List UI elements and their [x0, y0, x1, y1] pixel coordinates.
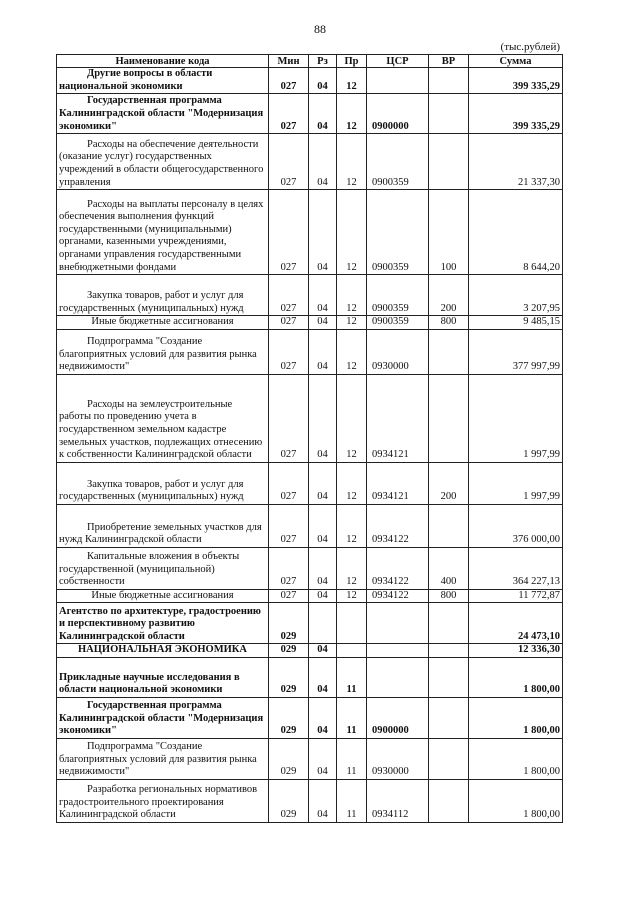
row-pr: 12 — [337, 589, 367, 603]
row-min: 027 — [269, 94, 309, 134]
header-min: Мин — [269, 55, 309, 68]
row-pr: 11 — [337, 657, 367, 697]
row-sum: 12 336,30 — [469, 644, 563, 658]
row-min: 027 — [269, 190, 309, 275]
row-vr — [429, 779, 469, 822]
row-pr — [337, 603, 367, 644]
row-csr: 0900000 — [367, 697, 429, 738]
row-sum: 1 997,99 — [469, 374, 563, 462]
budget-table — [56, 54, 563, 823]
row-name: Другие вопросы в области национальной экономики — [57, 68, 269, 94]
row-csr: 0900359 — [367, 134, 429, 190]
row-vr: 200 — [429, 462, 469, 504]
row-pr: 12 — [337, 316, 367, 330]
row-pr: 12 — [337, 504, 367, 547]
row-rz: 04 — [309, 697, 337, 738]
row-name: Прикладные научные исследования в области национальной экономики — [57, 657, 269, 697]
row-vr — [429, 697, 469, 738]
row-name: Разработка региональных нормативов градостроительного проектирования Калининградской области — [57, 779, 269, 822]
units-note: (тыс.рублей) — [500, 41, 560, 53]
row-sum: 21 337,30 — [469, 134, 563, 190]
row-pr — [337, 644, 367, 658]
row-rz: 04 — [309, 547, 337, 589]
header-pr: Пр — [337, 55, 367, 68]
row-csr: 0934122 — [367, 589, 429, 603]
row-name: Закупка товаров, работ и услуг для государственных (муниципальных) нужд — [57, 275, 269, 316]
row-vr: 800 — [429, 589, 469, 603]
row-vr: 100 — [429, 190, 469, 275]
row-name: Иные бюджетные ассигнования — [57, 589, 269, 603]
row-min: 027 — [269, 504, 309, 547]
row-rz — [309, 603, 337, 644]
row-rz: 04 — [309, 462, 337, 504]
row-sum: 8 644,20 — [469, 190, 563, 275]
row-rz: 04 — [309, 134, 337, 190]
table-row — [57, 657, 563, 697]
row-rz: 04 — [309, 329, 337, 374]
row-rz: 04 — [309, 316, 337, 330]
table-row — [57, 462, 563, 504]
row-sum: 1 800,00 — [469, 697, 563, 738]
row-min: 029 — [269, 697, 309, 738]
row-vr — [429, 657, 469, 697]
row-csr: 0934112 — [367, 779, 429, 822]
table-row — [57, 190, 563, 275]
row-sum: 3 207,95 — [469, 275, 563, 316]
row-min: 029 — [269, 779, 309, 822]
row-csr: 0900359 — [367, 275, 429, 316]
row-csr — [367, 644, 429, 658]
header-rz: Рз — [309, 55, 337, 68]
row-name: Государственная программа Калининградской области "Модернизация экономики" — [57, 94, 269, 134]
row-min: 027 — [269, 68, 309, 94]
header-vr: ВР — [429, 55, 469, 68]
row-csr: 0900359 — [367, 190, 429, 275]
table-row — [57, 374, 563, 462]
row-name: Подпрограмма "Создание благоприятных условий для развития рынка недвижимости" — [57, 738, 269, 779]
header-csr: ЦСР — [367, 55, 429, 68]
row-sum: 364 227,13 — [469, 547, 563, 589]
table-row — [57, 275, 563, 316]
row-vr: 800 — [429, 316, 469, 330]
row-vr — [429, 68, 469, 94]
table-row — [57, 329, 563, 374]
header-sum: Сумма — [469, 55, 563, 68]
table-row — [57, 697, 563, 738]
row-rz: 04 — [309, 190, 337, 275]
row-vr — [429, 603, 469, 644]
row-min: 027 — [269, 374, 309, 462]
row-sum: 11 772,87 — [469, 589, 563, 603]
table-row — [57, 504, 563, 547]
row-name: Государственная программа Калининградской области "Модернизация экономики" — [57, 697, 269, 738]
row-csr — [367, 603, 429, 644]
row-csr: 0934121 — [367, 374, 429, 462]
row-pr: 12 — [337, 547, 367, 589]
row-name: Расходы на землеустроительные работы по проведению учета в государственном земельном кадастре земельных участков, подлежащих отнесению к собственности Калининградской области — [57, 374, 269, 462]
row-pr: 12 — [337, 374, 367, 462]
row-vr: 400 — [429, 547, 469, 589]
row-min: 027 — [269, 316, 309, 330]
row-min: 027 — [269, 462, 309, 504]
row-sum: 1 800,00 — [469, 779, 563, 822]
row-min: 027 — [269, 275, 309, 316]
table-row — [57, 547, 563, 589]
row-name: Капитальные вложения в объекты государственной (муниципальной) собственности — [57, 547, 269, 589]
row-csr — [367, 68, 429, 94]
row-vr — [429, 329, 469, 374]
row-vr — [429, 94, 469, 134]
row-csr: 0934122 — [367, 547, 429, 589]
row-sum: 377 997,99 — [469, 329, 563, 374]
row-csr: 0900000 — [367, 94, 429, 134]
row-vr — [429, 504, 469, 547]
row-sum: 24 473,10 — [469, 603, 563, 644]
page-number: 88 — [314, 22, 326, 36]
row-vr — [429, 644, 469, 658]
row-sum: 1 800,00 — [469, 657, 563, 697]
row-rz: 04 — [309, 94, 337, 134]
row-rz: 04 — [309, 657, 337, 697]
row-rz: 04 — [309, 779, 337, 822]
row-rz: 04 — [309, 504, 337, 547]
row-csr: 0900359 — [367, 316, 429, 330]
row-min: 029 — [269, 657, 309, 697]
row-pr: 11 — [337, 697, 367, 738]
row-csr: 0934122 — [367, 504, 429, 547]
row-pr: 12 — [337, 94, 367, 134]
row-pr: 11 — [337, 779, 367, 822]
row-vr — [429, 134, 469, 190]
row-sum: 399 335,29 — [469, 94, 563, 134]
row-csr: 0934121 — [367, 462, 429, 504]
row-pr: 11 — [337, 738, 367, 779]
row-pr: 12 — [337, 329, 367, 374]
table-row — [57, 738, 563, 779]
row-min: 027 — [269, 329, 309, 374]
table-row — [57, 603, 563, 644]
row-name: Расходы на выплаты персоналу в целях обеспечения выполнения функций государственными (муниципальными) органами, казенными учреждениями, органами управления государственными внебюджетными фондами — [57, 190, 269, 275]
row-name: Агентство по архитектуре, градостроению и перспективному развитию Калининградской области — [57, 603, 269, 644]
table-row — [57, 68, 563, 94]
row-rz: 04 — [309, 644, 337, 658]
row-sum: 376 000,00 — [469, 504, 563, 547]
row-sum: 399 335,29 — [469, 68, 563, 94]
row-min: 027 — [269, 547, 309, 589]
row-name: Расходы на обеспечение деятельности (оказание услуг) государственных учреждений в области общегосударственного управления — [57, 134, 269, 190]
row-name: Иные бюджетные ассигнования — [57, 316, 269, 330]
row-pr: 12 — [337, 190, 367, 275]
row-rz: 04 — [309, 275, 337, 316]
row-min: 027 — [269, 134, 309, 190]
table-row — [57, 644, 563, 658]
table-row — [57, 94, 563, 134]
row-min: 029 — [269, 738, 309, 779]
row-csr: 0930000 — [367, 329, 429, 374]
row-name: Подпрограмма "Создание благоприятных условий для развития рынка недвижимости" — [57, 329, 269, 374]
row-name: Приобретение земельных участков для нужд Калининградской области — [57, 504, 269, 547]
row-rz: 04 — [309, 589, 337, 603]
table-header-row — [57, 55, 563, 68]
row-name: Закупка товаров, работ и услуг для государственных (муниципальных) нужд — [57, 462, 269, 504]
table-row — [57, 779, 563, 822]
row-csr: 0930000 — [367, 738, 429, 779]
row-name: НАЦИОНАЛЬНАЯ ЭКОНОМИКА — [57, 644, 269, 658]
row-pr: 12 — [337, 134, 367, 190]
row-rz: 04 — [309, 738, 337, 779]
row-vr — [429, 374, 469, 462]
row-pr: 12 — [337, 68, 367, 94]
row-vr — [429, 738, 469, 779]
table-row — [57, 589, 563, 603]
row-sum: 1 997,99 — [469, 462, 563, 504]
row-min: 029 — [269, 603, 309, 644]
row-vr: 200 — [429, 275, 469, 316]
header-name: Наименование кода — [57, 55, 269, 68]
row-sum: 1 800,00 — [469, 738, 563, 779]
row-min: 027 — [269, 589, 309, 603]
row-sum: 9 485,15 — [469, 316, 563, 330]
row-pr: 12 — [337, 275, 367, 316]
row-csr — [367, 657, 429, 697]
row-rz: 04 — [309, 374, 337, 462]
table-row — [57, 316, 563, 330]
table-row — [57, 134, 563, 190]
row-min: 029 — [269, 644, 309, 658]
row-pr: 12 — [337, 462, 367, 504]
row-rz: 04 — [309, 68, 337, 94]
